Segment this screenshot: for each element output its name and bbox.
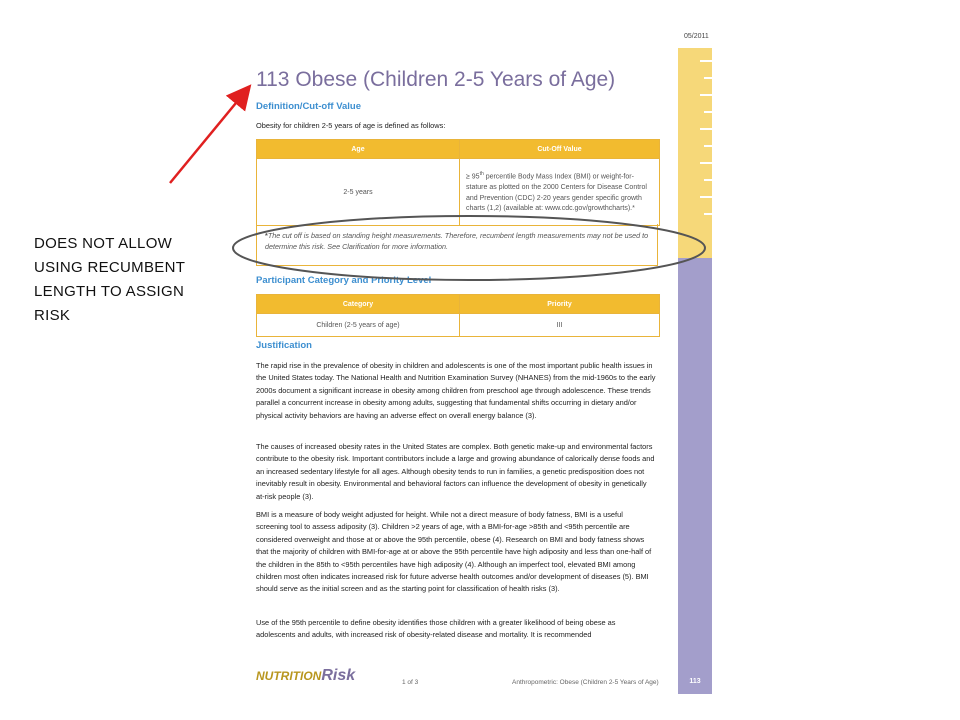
ruler-strip-yellow: [678, 48, 712, 258]
table-header: Cut-Off Value: [460, 140, 660, 159]
annotation-line: DOES NOT ALLOW: [34, 235, 173, 252]
paragraph: The causes of increased obesity rates in the United States are complex. Both genetic make-up and environmental factors contribute to the obesity risk. Important contributors include a large and growing abundance of calorically dense foods and an increased sedentary lifestyle for all ages. Although obesity tends to run in families, a genetic predisposition does not inevitably result in obesity. Environmental and behavioral factors can influence the development of obesity in genetically at-risk people (3).: [256, 442, 655, 501]
ruler-tick: [704, 77, 712, 79]
ruler-tick: [700, 128, 712, 130]
cutoff-text: percentile Body Mass Index (BMI) or weight-for-stature as plotted on the 2000 Centers for Disease Control and Prevention (CDC) 2-20 years gender specific growth charts (1,2) (available at: www.cdc.gov/growthcharts).*: [466, 173, 647, 213]
nutrition-risk-logo: [256, 667, 355, 685]
red-arrow: [170, 92, 245, 183]
ruler-tick: [704, 111, 712, 113]
ruler-tick: [700, 162, 712, 164]
page-badge: 113: [678, 668, 712, 694]
table-header: Priority: [460, 295, 660, 314]
ruler-tick: [700, 196, 712, 198]
footer-page-number: 1 of 3: [402, 679, 419, 686]
note-text: The cut off is based on standing height measurements. Therefore, recumbent length measurements may not be used to determine this risk. See Clarification for more information.: [265, 231, 649, 251]
priority-cell: III: [460, 314, 660, 337]
logo-text-right: Risk: [321, 667, 356, 684]
annotation-line: RISK: [34, 307, 71, 324]
ruler-tick: [704, 145, 712, 147]
ruler-tick: [704, 213, 712, 215]
footer-section: Anthropometric: Obese (Children 2-5 Years of Age): [512, 679, 659, 686]
doc-date: 05/2011: [684, 33, 709, 40]
page-title: 113 Obese (Children 2-5 Years of Age): [256, 68, 616, 91]
cutoff-table: [256, 139, 660, 226]
category-heading: Participant Category and Priority Level: [256, 275, 432, 286]
annotation-line: USING RECUMBENT: [34, 259, 186, 276]
category-table: [256, 294, 660, 337]
cutoff-sup: th: [479, 171, 484, 178]
justification-heading: Justification: [256, 340, 312, 351]
age-cell: 2-5 years: [257, 159, 460, 226]
table-header: Age: [257, 140, 460, 159]
ruler-tick: [700, 94, 712, 96]
definition-intro: Obesity for children 2-5 years of age is defined as follows:: [256, 121, 446, 130]
logo-text-left: NUTRITION: [256, 669, 322, 683]
annotation-text: [34, 232, 234, 328]
category-cell: Children (2-5 years of age): [257, 314, 460, 337]
annotation-line: LENGTH TO ASSIGN: [34, 283, 185, 300]
ruler-tick: [700, 60, 712, 62]
standing-height-note: [256, 224, 658, 266]
paragraph: The rapid rise in the prevalence of obesity in children and adolescents is one of the most important public health issues in the United States today. The National Health and Nutrition Examination Survey (NHANES) from the mid-1960s to the early 2000s document a significant increase in obesity among children from preschool age through adolescence. These trends parallel a concurrent increase in obesity among adults, suggesting that fundamental shifts occurring in dietary and/or physical activity behaviors are having an adverse effect on overall energy balance (3).: [256, 361, 656, 420]
paragraph: Use of the 95th percentile to define obesity identifies those children with a greater likelihood of being obese as adolescents and adults, with increased risk of obesity-related disease and mortality. It is recommended: [256, 618, 616, 640]
cutoff-prefix: ≥ 95: [466, 173, 480, 181]
cutoff-cell: [460, 159, 660, 226]
ruler-strip-purple: [678, 258, 712, 668]
ruler-tick: [704, 179, 712, 181]
paragraph: BMI is a measure of body weight adjusted for height. While not a direct measure of body fatness, BMI is a useful screening tool to assess adiposity (3). Children >2 years of age, with a BMI-for-age >85th and <95th percentile are considered overweight and those at or above the 95th percentile, obese (4). Research on BMI and body fatness shows that the majority of children with BMI-for-age at or above the 95th percentile have high adiposity and less than one-half of the children in the 85th to <95th percentiles have high adiposity (4). Although an imperfect tool, elevated BMI among children most often indicates increased risk for future adverse health outcomes and/or development of diseases (5). BMI should serve as the initial screen and as the starting point for classification of health risks (3).: [256, 510, 652, 594]
table-header: Category: [257, 295, 460, 314]
note-star: *: [265, 231, 268, 240]
definition-heading: Definition/Cut-off Value: [256, 101, 362, 112]
